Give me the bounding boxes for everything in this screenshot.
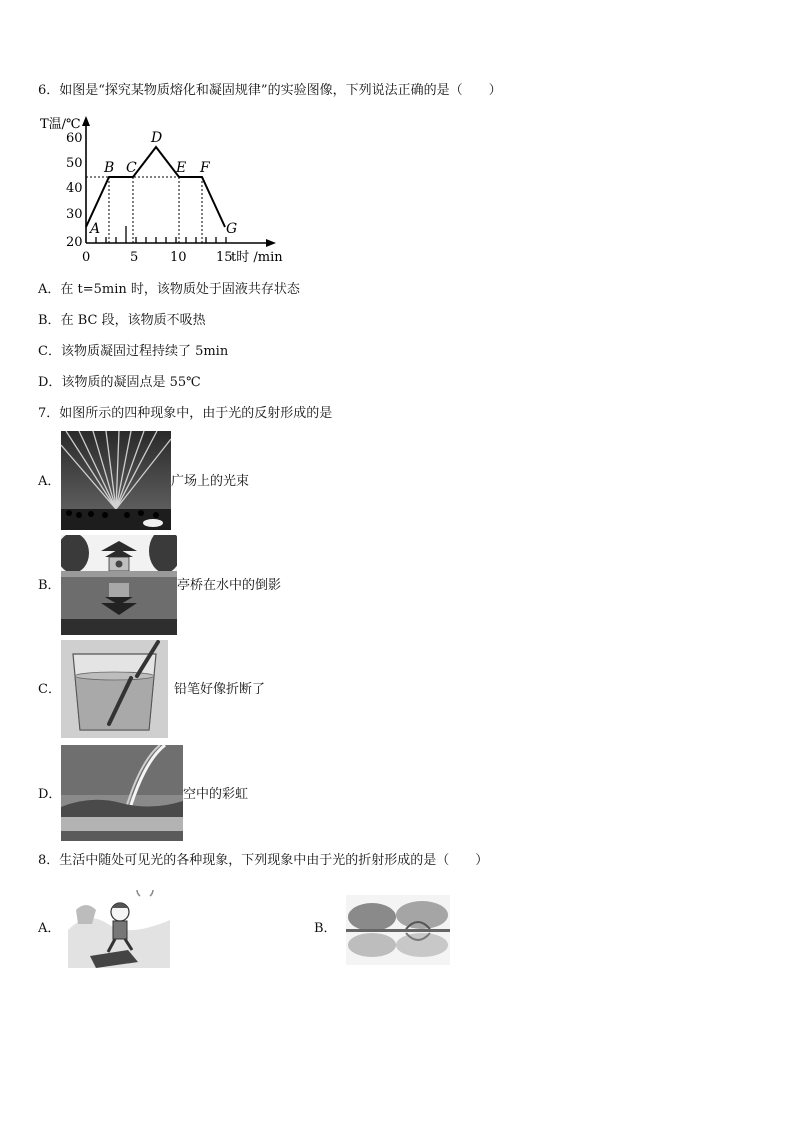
- q7-option-d-caption: 空中的彩虹: [183, 787, 249, 802]
- x-axis-unit: t时 /min: [231, 250, 283, 265]
- point-label-F: F: [200, 160, 210, 176]
- q7-option-d-letter[interactable]: D．: [38, 787, 62, 802]
- q7-stem: 7．如图所示的四种现象中，由于光的反射形成的是: [38, 406, 333, 421]
- q7-option-c-letter[interactable]: C．: [38, 682, 61, 697]
- q8-option-b-letter[interactable]: B．: [314, 921, 337, 936]
- q6-option-b-letter: B．: [38, 313, 61, 328]
- q7-option-a-caption: 广场上的光束: [171, 474, 250, 489]
- q6-option-a-letter: A．: [38, 282, 61, 297]
- q6-option-b[interactable]: [38, 312, 206, 330]
- x-tick-marks: [96, 226, 226, 243]
- q7-option-a-letter[interactable]: A．: [38, 474, 61, 489]
- q7-option-c-caption: 铅笔好像折断了: [174, 682, 266, 697]
- x-tick-0: 0: [82, 250, 91, 265]
- y-tick-50: 50: [66, 156, 83, 171]
- q6-temperature-graph: [38, 112, 298, 267]
- y-tick-30: 30: [66, 207, 83, 222]
- point-label-E: E: [176, 160, 187, 176]
- y-tick-40: 40: [66, 181, 83, 196]
- q6-option-a-text: 在 t=5min 时，该物质处于固液共存状态: [60, 282, 300, 297]
- point-label-D: D: [151, 130, 163, 146]
- q6-option-d-letter: D．: [38, 375, 62, 390]
- y-axis-arrow: [82, 116, 90, 126]
- x-tick-10: 10: [170, 250, 187, 265]
- q7-option-b-caption: 亭桥在水中的倒影: [177, 578, 282, 593]
- q6-option-b-text: 在 BC 段，该物质不吸热: [60, 313, 206, 328]
- q8-stem: 8．生活中随处可见光的各种现象，下列现象中由于光的折射形成的是（ ）: [38, 853, 489, 868]
- q6-option-c-text: 该物质凝固过程持续了 5min: [60, 344, 229, 359]
- point-label-B: B: [104, 160, 115, 176]
- q6-option-c-letter: C．: [38, 344, 61, 359]
- q6-option-a[interactable]: [38, 281, 300, 299]
- q8-option-a-letter[interactable]: A．: [38, 921, 61, 936]
- q6-stem: 6．如图是“探究某物质熔化和凝固规律”的实验图像，下列说法正确的是（ ）: [38, 83, 502, 98]
- q7-light-beams-photo: [61, 431, 171, 530]
- q7-pavilion-reflection-photo: [61, 535, 177, 635]
- q7-option-b-letter[interactable]: B．: [38, 578, 61, 593]
- q8-bridge-reflection-photo: [346, 895, 450, 965]
- q6-option-c[interactable]: [38, 343, 228, 361]
- x-axis-arrow: [266, 239, 276, 247]
- point-label-G: G: [226, 221, 238, 237]
- y-axis-unit: T温/℃: [40, 117, 81, 132]
- point-label-A: A: [90, 221, 101, 237]
- y-tick-60: 60: [66, 131, 83, 146]
- q7-pencil-in-glass-photo: [61, 640, 168, 738]
- q6-option-d-text: 该物质的凝固点是 55℃: [61, 375, 201, 390]
- temperature-curve: [86, 147, 225, 227]
- q6-option-d[interactable]: [38, 374, 201, 392]
- q8-boy-shadow-illustration: [68, 890, 170, 968]
- x-tick-15: 15: [216, 250, 233, 265]
- x-tick-5: 5: [130, 250, 139, 265]
- y-tick-20: 20: [66, 235, 83, 250]
- q7-rainbow-photo: [61, 745, 183, 841]
- point-label-C: C: [126, 160, 137, 176]
